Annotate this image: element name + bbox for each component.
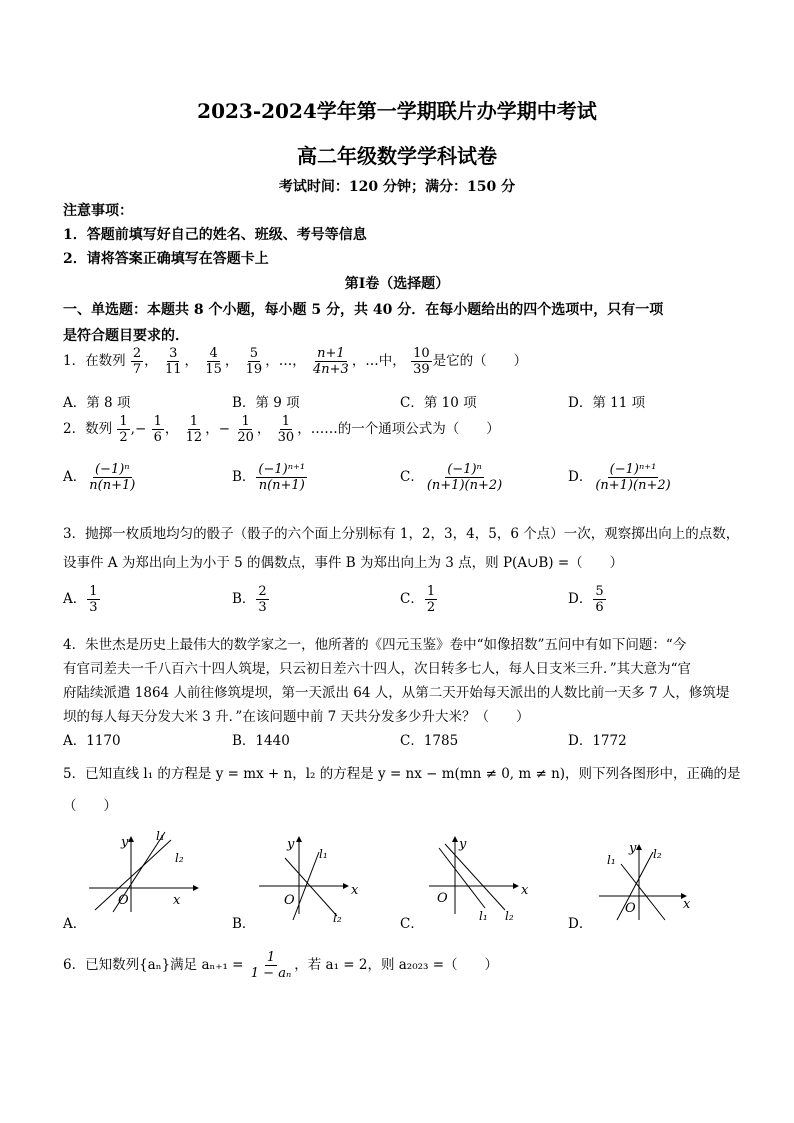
y-label: y (287, 837, 295, 852)
q3-line-1: 3．抛掷一枚质地均匀的骰子（骰子的六个面上分别标有 1，2，3，4，5，6 个点）一次，观察掷出向上的点数， (63, 526, 740, 542)
question-1: 1．在数列 $\frac{2}{7}$ ， $\frac{3}{11}$ ， $\frac{4}{15}$ ， $\frac{5}{19}$ ，…， $\frac{n+1}{4n+3}$ ，…中， $\frac{10}{39}$ 是它的（ ） (63, 346, 528, 377)
x-label: x (683, 897, 691, 912)
q3-option-a: A． $\frac{1}{3}$ (63, 584, 98, 615)
q4-line-2: 有官司差夫一千八百六十四人筑堤，只云初日差六十四人，次日转多七人，每人日支米三升．”其大意为“官 (63, 661, 692, 677)
y-axis-arrow (296, 836, 302, 842)
q2-option-a: A． $\frac{\text{(−1)ⁿ}}{n(n+1)}$ (63, 462, 136, 493)
q1-target-fraction: $\frac{10}{39}$ (413, 346, 430, 377)
q4-line-1: 4．朱世杰是历史上最伟大的数学家之一，他所著的《四元玉鉴》卷中“如像招数”五问中有如下问题：“今 (63, 637, 687, 653)
origin-label: O (437, 891, 448, 906)
q1-option-b: B．第 9 项 (232, 395, 300, 411)
section-heading-line2: 是符合题目要求的． (63, 328, 189, 344)
x-axis-arrow (343, 883, 349, 889)
y-axis-arrow (128, 836, 134, 842)
notice-item-2: 2．请将答案正确填写在答题卡上 (63, 251, 269, 267)
y-label: y (121, 835, 129, 850)
notice-heading: 注意事项： (63, 203, 133, 219)
q2-fraction-1: $\frac{1}{2}$ (119, 414, 128, 445)
q2-option-b: B． $\frac{\text{(−1)ⁿ⁺¹}}{n(n+1)}$ (232, 462, 306, 493)
q2-fraction-2: $\frac{1}{6}$ (153, 414, 162, 445)
q2-fraction-3: $\frac{1}{12}$ (185, 414, 203, 445)
question-6: 6．已知数列{aₙ}满足 aₙ₊₁ = $\frac{1}{\text{1 − aₙ}}$ ，若 a₁ = 2，则 a₂₀₂₃ =（ ） (63, 950, 499, 981)
q5-option-b: B． (232, 916, 256, 932)
q1-prefix: 1．在数列 (63, 353, 126, 369)
notice-item-1: 1．答题前填写好自己的姓名、班级、考号等信息 (63, 227, 367, 243)
origin-label: O (118, 893, 129, 908)
y-label: y (459, 837, 467, 852)
q3-line-2: 设事件 A 为郑出向上为小于 5 的偶数点，事件 B 为郑出向上为 3 点，则 P(A∪B) =（ ） (63, 555, 624, 571)
q5-option-d: D． (568, 916, 593, 932)
origin-label: O (625, 901, 636, 916)
q4-line-4: 坝的每人每天分发大米 3 升．”在该问题中前 7 天共分发多少升大米？（ ） (63, 709, 530, 725)
line-l2 (445, 844, 505, 910)
q4-option-b: B．1440 (232, 733, 290, 749)
q1-fraction-3: $\frac{4}{15}$ (205, 346, 222, 377)
q2-fraction-4: $\frac{1}{20}$ (237, 414, 254, 445)
y-axis-arrow (452, 836, 458, 842)
l2-label: l₂ (653, 847, 662, 861)
q2-fraction-5: $\frac{1}{30}$ (277, 414, 295, 445)
q4-option-a: A．1170 (63, 733, 121, 749)
q6-fraction: $\frac{1}{\text{1 − aₙ}}$ (250, 950, 292, 981)
q3-option-d: D． $\frac{5}{6}$ (568, 584, 604, 615)
volume-heading: 第Ⅰ卷（选择题） (344, 276, 450, 292)
q1-fraction-2: $\frac{3}{11}$ (164, 346, 182, 377)
exam-time-info: 考试时间：120 分钟；满分：150 分 (278, 179, 516, 195)
q5-graph-d (595, 836, 705, 926)
x-label: x (173, 893, 181, 908)
l2-label: l₂ (505, 909, 514, 923)
x-label: x (351, 883, 359, 898)
l2-label: l₂ (175, 851, 184, 865)
q3-option-c: C． $\frac{1}{2}$ (400, 584, 436, 615)
q4-option-c: C．1785 (400, 733, 459, 749)
l1-label: l₁ (607, 853, 616, 867)
q1-option-c: C．第 10 项 (400, 395, 477, 411)
q3-option-b: B． $\frac{2}{3}$ (232, 584, 267, 615)
y-axis-arrow (636, 844, 642, 850)
y-label: y (629, 841, 637, 856)
question-2: 2．数列 $\frac{1}{2}$ ,− $\frac{1}{6}$ ， $\frac{1}{12}$ ，− $\frac{1}{20}$ ， $\frac{1}{30}$ ，……的一个通项公式为（ ） (63, 414, 500, 445)
q4-option-d: D．1772 (568, 733, 627, 749)
q1-option-d: D．第 11 项 (568, 395, 646, 411)
section-heading-line1: 一、单选题：本题共 8 个小题，每小题 5 分，共 40 分．在每小题给出的四个选项中，只有一项 (63, 302, 664, 318)
exam-title: 2023-2024学年第一学期联片办学期中考试 (197, 99, 597, 123)
x-axis-arrow (513, 883, 519, 889)
q2-option-c: C． $\frac{\text{(−1)ⁿ}}{(n+1)(n+2)}$ (400, 462, 503, 493)
q1-general-term: $\frac{n+1}{4n+3}$ (313, 346, 349, 377)
q4-line-3: 府陆续派遣 1864 人前往修筑堤坝，第一天派出 64 人，从第二天开始每天派出的人数比前一天多 7 人，修筑堤 (63, 685, 730, 701)
line-l2 (95, 840, 171, 910)
l1-label: l₁ (319, 847, 328, 861)
q5-graph-c (425, 832, 535, 927)
q1-option-a: A．第 8 项 (63, 395, 131, 411)
q2-option-d: D． $\frac{\text{(−1)ⁿ⁺¹}}{(n+1)(n+2)}$ (568, 462, 671, 493)
origin-label: O (284, 893, 295, 908)
l2-label: l₂ (333, 911, 342, 925)
q5-option-c: C． (400, 916, 424, 932)
q5-option-a: A． (63, 916, 87, 932)
x-axis-arrow (193, 885, 199, 891)
l1-label: l₁ (479, 909, 488, 923)
exam-subtitle: 高二年级数学学科试卷 (297, 144, 497, 168)
q1-fraction-1: $\frac{2}{7}$ (132, 346, 142, 377)
q5-line-1: 5．已知直线 l₁ 的方程是 y = mx + n，l₂ 的方程是 y = nx − m(mn ≠ 0, m ≠ n)，则下列各图形中，正确的是 (63, 766, 741, 782)
q5-graph-b (255, 832, 365, 927)
q5-graph-a (85, 826, 205, 916)
x-label: x (521, 883, 529, 898)
q1-fraction-4: $\frac{5}{19}$ (245, 346, 263, 377)
l1-label: l₁ (156, 829, 165, 843)
q5-line-2: （ ） (63, 798, 117, 814)
